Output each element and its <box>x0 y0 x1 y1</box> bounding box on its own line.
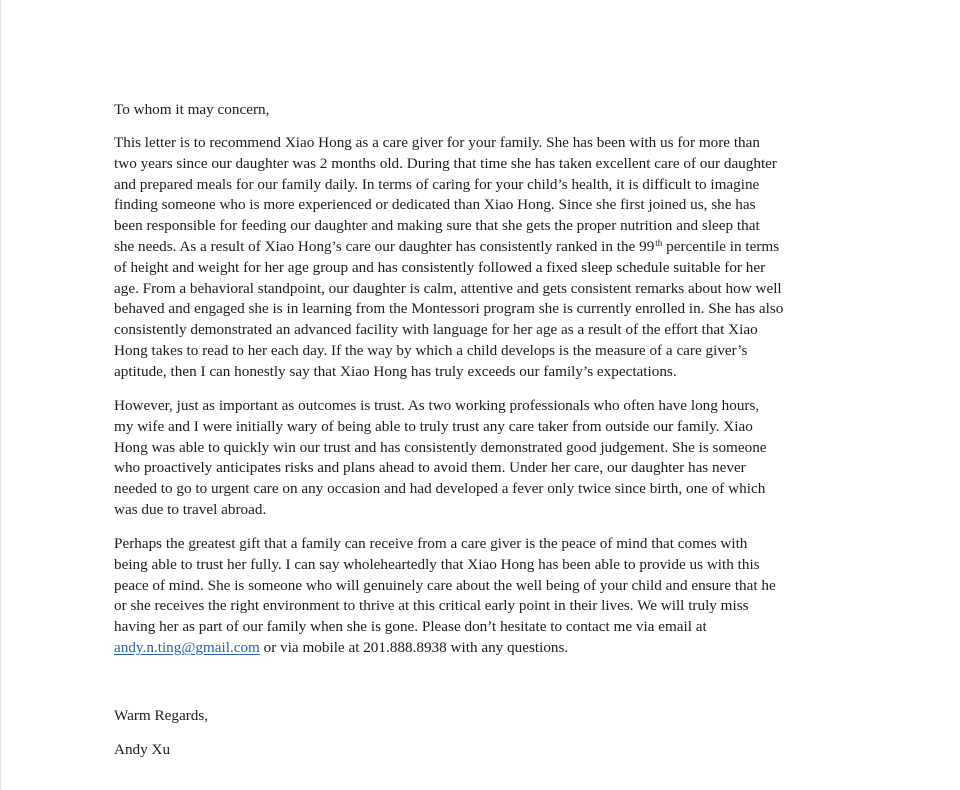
paragraph-1 <box>114 133 914 383</box>
paragraph-line: who proactively anticipates risks and plans ahead to avoid them. Under her care, our daughter has never <box>114 459 746 477</box>
paragraph-line <box>114 638 914 659</box>
ordinal-superscript: th <box>655 237 663 248</box>
paragraph-line: behaved and engaged she is in learning from the Montessori program she is currently enrolled in. She has also <box>114 300 784 318</box>
paragraph-line: peace of mind. She is someone who will genuinely care about the well being of your child and ensure that he <box>114 576 776 594</box>
paragraph-line: was due to travel abroad. <box>114 500 267 518</box>
paragraph-line: This letter is to recommend Xiao Hong as a care giver for your family. She has been with us for more than <box>114 134 760 151</box>
paragraph-line: finding someone who is more experienced or dedicated than Xiao Hong. Since she first joined us, she has <box>114 196 756 214</box>
paragraph-line: age. From a behavioral standpoint, our daughter is calm, attentive and gets consistent remarks about how well <box>114 279 782 297</box>
paragraph-line: being able to trust her fully. I can say wholeheartedly that Xiao Hong has been able to provide us with this <box>114 555 760 573</box>
paragraph-line: two years since our daughter was 2 months old. During that time she has taken excellent care of our daughter <box>114 154 777 172</box>
closing <box>114 706 914 727</box>
paragraph-line: having her as part of our family when she is gone. Please don’t hesitate to contact me via email at <box>114 618 707 636</box>
paragraph-line: been responsible for feeding our daughter and making sure that she gets the proper nutrition and sleep that <box>114 217 760 235</box>
paragraph-line: Perhaps the greatest gift that a family can receive from a care giver is the peace of mind that comes with <box>114 535 748 552</box>
paragraph-2 <box>114 396 914 521</box>
paragraph-line: needed to go to urgent care on any occasion and had developed a fever only twice since birth, one of which <box>114 480 766 498</box>
email-link[interactable]: andy.n.ting@gmail.com <box>114 638 260 656</box>
paragraph-line: of height and weight for her age group and has consistently followed a fixed sleep schedule suitable for her <box>114 258 766 276</box>
paragraph-line: or she receives the right environment to thrive at this critical early point in their lives. We will truly miss <box>114 597 749 615</box>
line-text: she needs. As a result of Xiao Hong’s care our daughter has consistently ranked in the 99 <box>114 237 655 255</box>
paragraph-line: my wife and I were initially wary of being able to truly trust any care taker from outside our family. Xiao <box>114 417 753 435</box>
signature <box>114 740 914 761</box>
paragraph-3 <box>114 534 914 659</box>
paragraph-line: However, just as important as outcomes is trust. As two working professionals who often have long hours, <box>114 397 760 414</box>
paragraph-line: consistently demonstrated an advanced facility with language for her age as a result of the effort that Xiao <box>114 321 758 339</box>
paragraph-line <box>114 237 914 258</box>
paragraph-line: aptitude, then I can honestly say that Xiao Hong has truly exceeds our family’s expectations. <box>114 362 677 380</box>
paragraph-line: Hong was able to quickly win our trust and has consistently demonstrated good judgement. She is someone <box>114 438 767 456</box>
closing-text: Warm Regards, <box>114 707 209 724</box>
salutation <box>114 100 914 121</box>
paragraph-line: and prepared meals for our family daily. In terms of caring for your child’s health, it is difficult to imagine <box>114 175 760 193</box>
line-text: percentile in terms <box>662 237 780 255</box>
paragraph-line: Hong takes to read to her each day. If the way by which a child develops is the measure of a care giver’s <box>114 341 748 359</box>
line-text: or via mobile at 201.888.8938 with any questions. <box>259 638 569 656</box>
salutation-text: To whom it may concern, <box>114 101 270 118</box>
signature-name: Andy Xu <box>114 741 171 758</box>
